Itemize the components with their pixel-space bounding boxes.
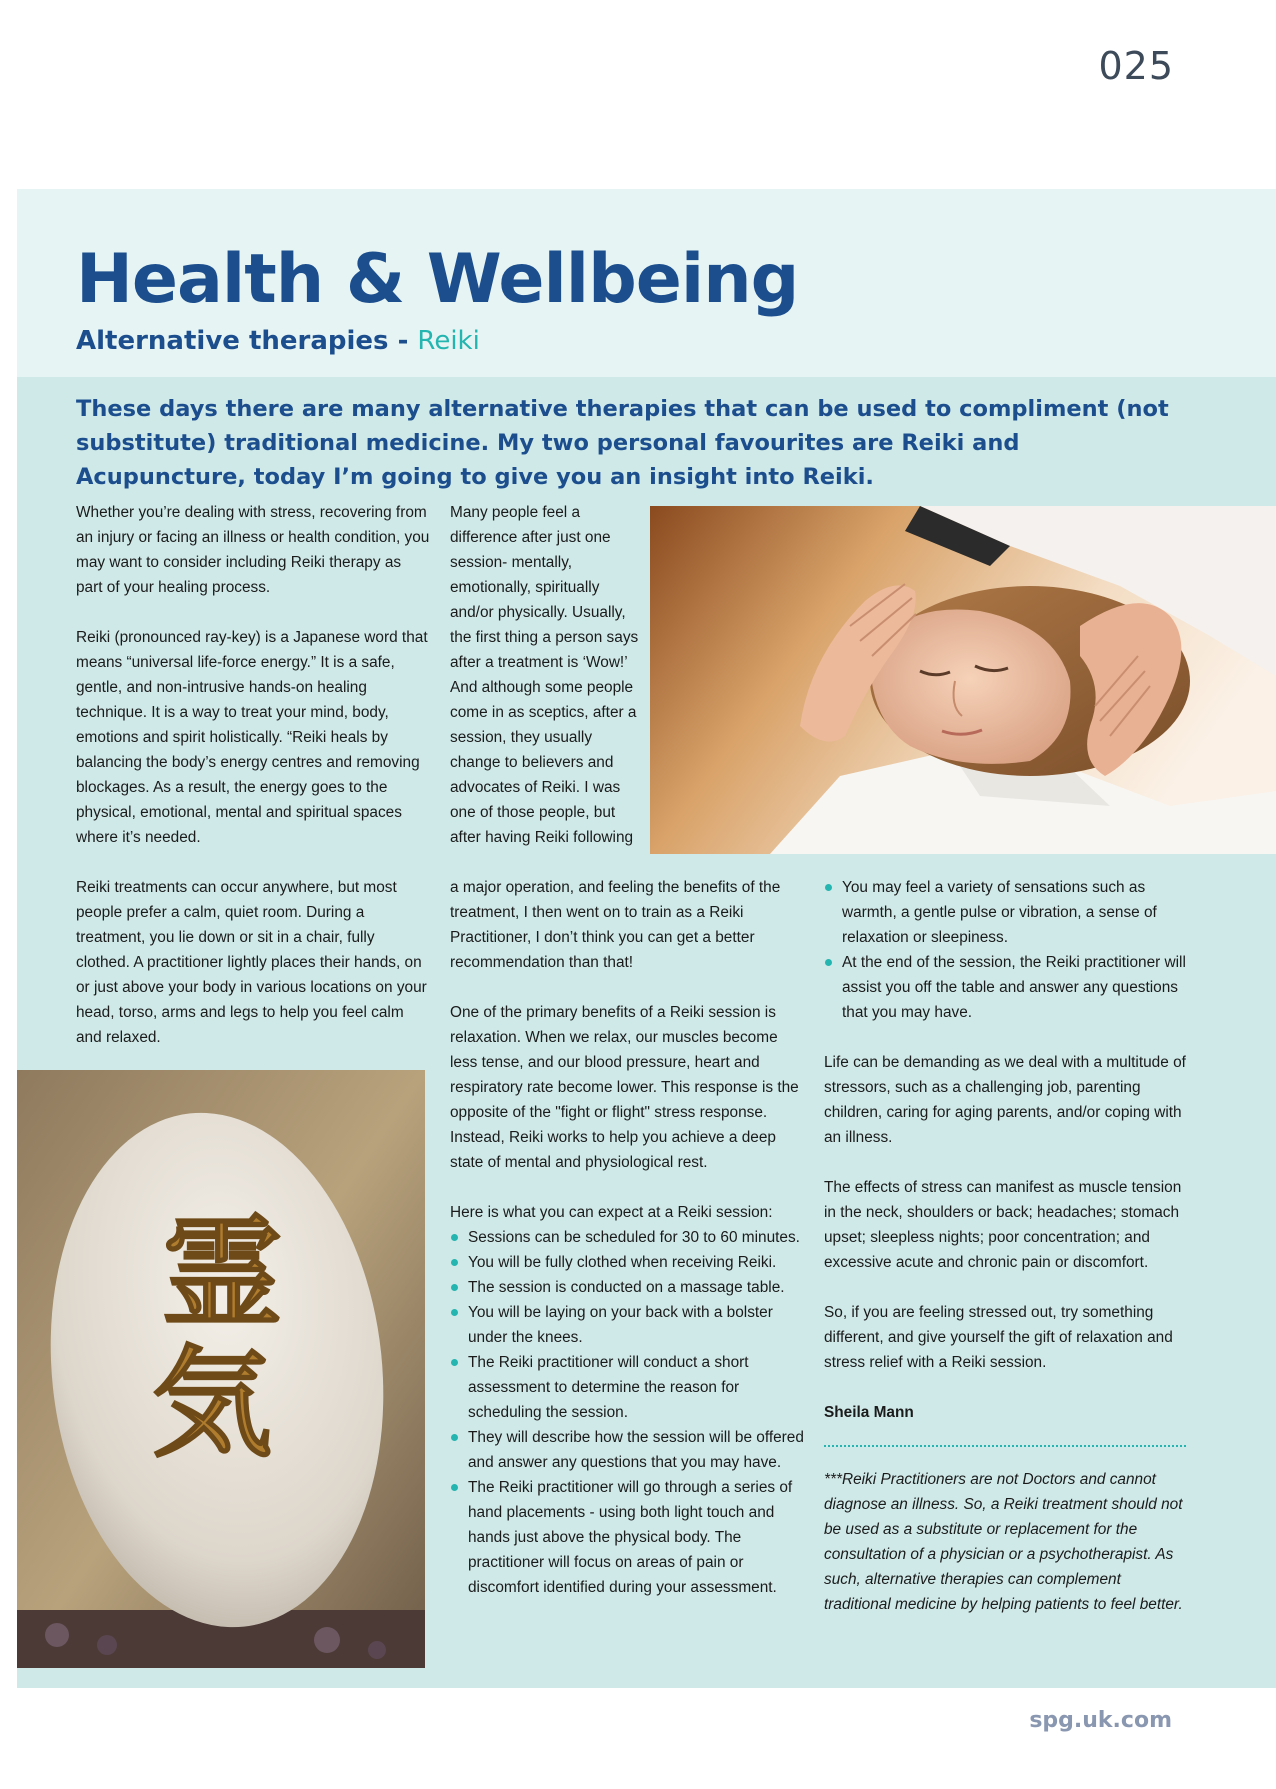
bullet-icon [451,1234,458,1241]
list-item: Sessions can be scheduled for 30 to 60 minutes. [450,1225,805,1250]
page-title: Health & Wellbeing [76,240,799,319]
article-column-2-top [450,500,640,850]
paragraph: Whether you’re dealing with stress, recovering from an injury or facing an illness or health condition, you may want to consider including Reiki therapy as part of your healing process. [76,504,430,596]
stone-kanji [152,1205,282,1474]
footer-url[interactable]: spg.uk.com [1029,1708,1172,1733]
paragraph: a major operation, and feeling the benefits of the treatment, I then went on to train as a Reiki Practitioner, I don’t think you can get a better recommendation than that! [450,879,781,971]
list-item: The Reiki practitioner will conduct a short assessment to determine the reason for scheduling the session. [450,1350,805,1425]
list-item: The Reiki practitioner will go through a series of hand placements - using both light touch and hands just above the physical body. The practitioner will focus on areas of pain or discomfort identified during your assessment. [450,1475,805,1600]
paragraph: Life can be demanding as we deal with a multitude of stressors, such as a challenging job, parenting children, caring for aging parents, and/or coping with an illness. [824,1054,1186,1146]
session-expectations-list [450,1225,805,1600]
list-item: You will be laying on your back with a bolster under the knees. [450,1300,805,1350]
dotted-divider [824,1445,1186,1447]
list-item: The session is conducted on a massage table. [450,1275,805,1300]
author-name: Sheila Mann [824,1404,914,1421]
list-item: At the end of the session, the Reiki practitioner will assist you off the table and answer any questions that you may have. [824,950,1186,1025]
bullet-icon [451,1259,458,1266]
subtitle-prefix: Alternative therapies - [76,326,418,356]
session-expectations-list-continued [824,875,1186,1025]
paragraph: So, if you are feeling stressed out, try something different, and give yourself the gift of relaxation and stress relief with a Reiki session. [824,1304,1173,1371]
paragraph: Reiki (pronounced ray-key) is a Japanese word that means “universal life-force energy.” It is a safe, gentle, and non-intrusive hands-on healing technique. It is a way to treat your mind, body, emotions and spirit holistically. “Reiki heals by balancing the body’s energy centres and removing blockages. As a result, the energy goes to the physical, emotional, mental and spiritual spaces where it’s needed. [76,629,428,846]
stone-kanji-rei: 霊 [162,1205,282,1344]
bullet-icon [825,884,832,891]
bullet-icon [825,959,832,966]
bullet-icon [451,1309,458,1316]
list-item: They will describe how the session will be offered and answer any questions that you may have. [450,1425,805,1475]
article-column-2 [450,875,805,1600]
article-column-1 [76,500,431,1075]
paragraph: The effects of stress can manifest as muscle tension in the neck, shoulders or back; headaches; stomach upset; sleepless nights; poor concentration; and excessive acute and chronic pain or discomfort. [824,1179,1182,1271]
page-subtitle [76,326,480,356]
list-intro: Here is what you can expect at a Reiki session: [450,1204,773,1221]
bullet-icon [451,1284,458,1291]
reiki-treatment-photo [650,506,1276,854]
disclaimer: ***Reiki Practitioners are not Doctors and cannot diagnose an illness. So, a Reiki treatment should not be used as a substitute or replacement for the consultation of a physician or a psychotherapist. As such, alternative therapies can complement traditional medicine by helping patients to feel better. [824,1471,1183,1613]
bullet-icon [451,1359,458,1366]
paragraph: Reiki treatments can occur anywhere, but most people prefer a calm, quiet room. During a treatment, you lie down or sit in a chair, fully clothed. A practitioner lightly places their hands, on or just above your body in various locations on your head, torso, arms and legs to help you feel calm and relaxed. [76,879,427,1046]
list-item: You may feel a variety of sensations such as warmth, a gentle pulse or vibration, a sense of relaxation or sleepiness. [824,875,1186,950]
paragraph: Many people feel a difference after just one session- mentally, emotionally, spiritually and/or physically. Usually, the first thing a person says after a treatment is ‘Wow!’ And although some people come in as sceptics, after a session, they usually change to believers and advocates of Reiki. I was one of those people, but after having Reiki following [450,504,639,846]
paragraph: One of the primary benefits of a Reiki session is relaxation. When we relax, our muscles become less tense, and our blood pressure, heart and respiratory rate become lower. This response is the opposite of the "fight or flight" stress response. Instead, Reiki works to help you achieve a deep state of mental and physiological rest. [450,1004,799,1171]
page-number: 025 [1098,44,1174,88]
article-column-3 [824,875,1186,1642]
bullet-icon [451,1484,458,1491]
list-item: You will be fully clothed when receiving Reiki. [450,1250,805,1275]
subtitle-accent: Reiki [417,326,480,356]
bullet-icon [451,1434,458,1441]
intro-paragraph: These days there are many alternative therapies that can be used to compliment (not substitute) traditional medicine. My two personal favourites are Reiki and Acupuncture, today I’m going to give you an insight into Reiki. [76,396,1169,490]
reiki-stone-photo [17,1070,425,1668]
stone-kanji-ki: 気 [152,1335,272,1474]
